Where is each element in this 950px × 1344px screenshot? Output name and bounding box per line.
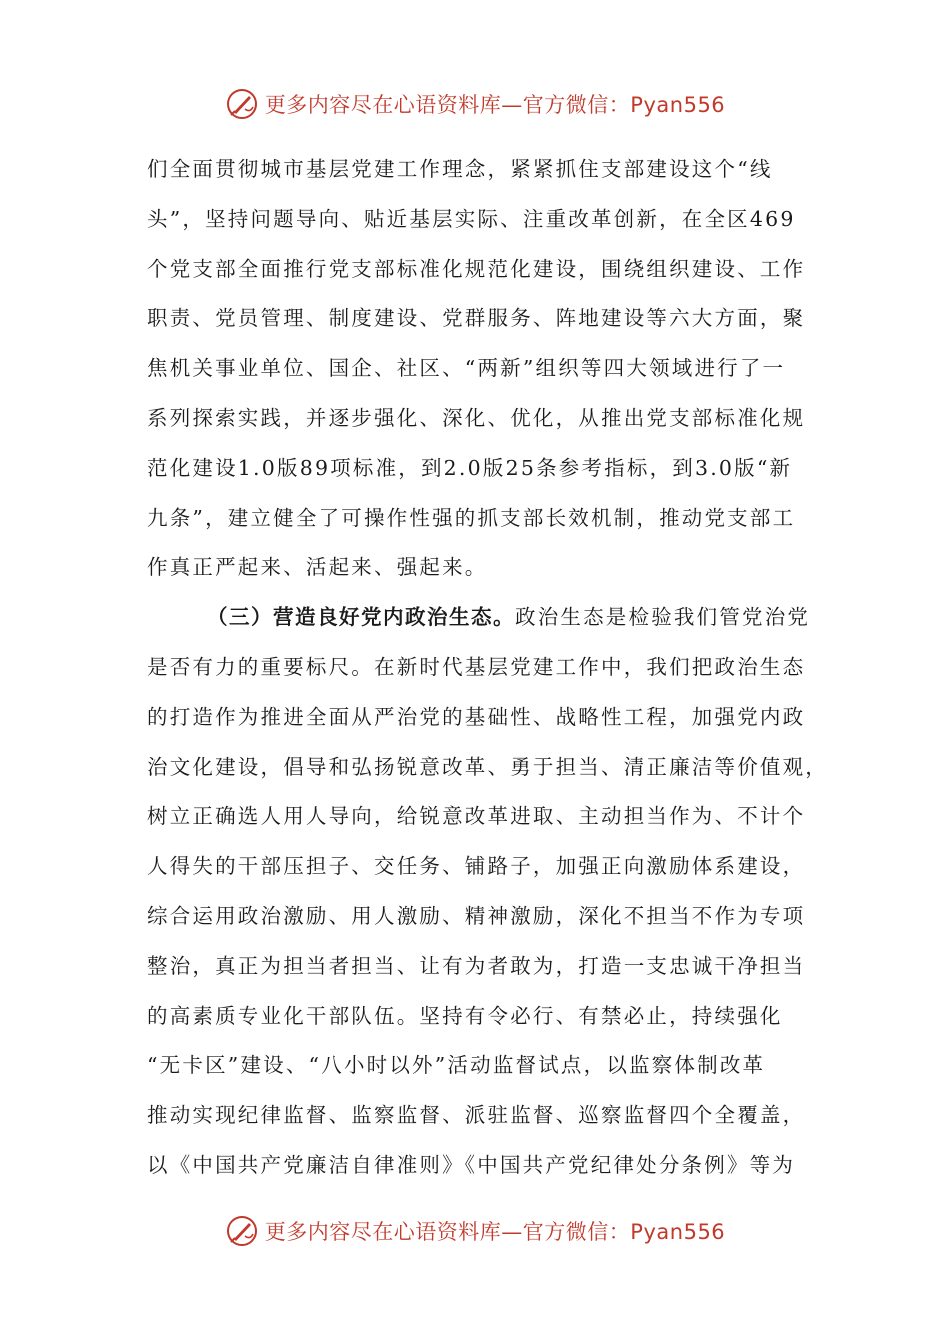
text-line: 推动实现纪律监督、监察监督、派驻监督、巡察监督四个全覆盖，: [147, 1103, 806, 1128]
text-line: 九条”，建立健全了可操作性强的抓支部长效机制，推动党支部工: [147, 505, 796, 530]
text-line: 整治，真正为担当者担当、让有为者敢为，打造一支忠诚干净担当: [147, 953, 806, 978]
paragraph-2: [147, 593, 828, 1191]
section-heading: （三）营造良好党内政治生态。: [207, 605, 515, 630]
text-line: 的打造作为推进全面从严治党的基础性、战略性工程，加强党内政: [147, 704, 806, 729]
text-line: 头”，坚持问题导向、贴近基层实际、注重改革创新，在全区469: [147, 206, 796, 231]
text-line: 作真正严起来、活起来、强起来。: [147, 555, 488, 580]
paragraph-2-first-line: [147, 593, 811, 643]
watermark-text: 更多内容尽在心语资料库—官方微信：Pyan556: [264, 1220, 726, 1244]
text-line: 系列探索实践，并逐步强化、深化、优化，从推出党支部标准化规: [147, 405, 806, 430]
quill-logo-icon: [225, 87, 259, 121]
text-line: 们全面贯彻城市基层党建工作理念，紧紧抓住支部建设这个“线: [147, 157, 773, 181]
text-line: 范化建设1.0版89项标准，到2.0版25条参考指标，到3.0版“新: [147, 455, 793, 480]
text-line: 的高素质专业化干部队伍。坚持有令必行、有禁必止，持续强化: [147, 1003, 783, 1028]
text-line: 焦机关事业单位、国企、社区、“两新”组织等四大领域进行了一: [147, 356, 786, 381]
text-line: 职责、党员管理、制度建设、党群服务、阵地建设等六大方面，聚: [147, 306, 806, 331]
text-line: 综合运用政治激励、用人激励、精神激励，深化不担当不作为专项: [147, 903, 806, 928]
text-line: 以《中国共产党廉洁自律准则》《中国共产党纪律处分条例》等为: [147, 1152, 796, 1177]
watermark-header: [0, 84, 950, 124]
text-line: 人得失的干部压担子、交任务、铺路子，加强正向激励体系建设，: [147, 854, 806, 879]
quill-logo-icon: [225, 1214, 259, 1248]
watermark-text: 更多内容尽在心语资料库—官方微信：Pyan556: [264, 93, 726, 117]
text-line: 树立正确选人用人导向，给锐意改革进取、主动担当作为、不计个: [147, 804, 806, 829]
text-line: 治文化建设，倡导和弘扬锐意改革、勇于担当、清正廉洁等价值观，: [147, 754, 828, 779]
watermark-footer: [0, 1211, 950, 1251]
text-line: 是否有力的重要标尺。在新时代基层党建工作中，我们把政治生态: [147, 654, 806, 679]
text-line: 个党支部全面推行党支部标准化规范化建设，围绕组织建设、工作: [147, 256, 806, 281]
text-span: 政治生态是检验我们管党治党: [515, 605, 811, 630]
document-body: [147, 145, 828, 1191]
text-line: “无卡区”建设、“八小时以外”活动监督试点，以监察体制改革: [147, 1053, 766, 1078]
paragraph-1: [147, 145, 807, 593]
